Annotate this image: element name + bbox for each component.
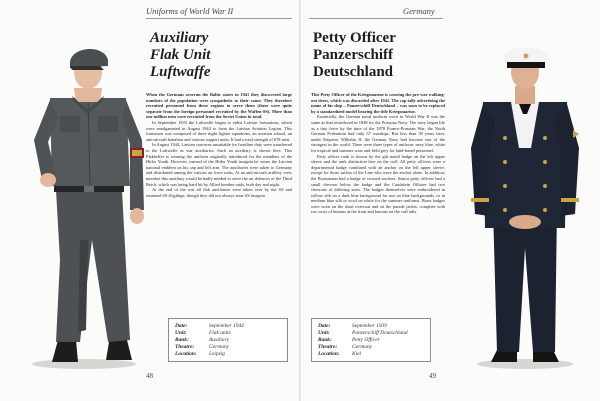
left-title-line: Flak Unit — [150, 47, 211, 63]
info-label: Date: — [318, 323, 331, 329]
info-value: Germany — [352, 344, 373, 350]
left-title-line: Luftwaffe — [150, 64, 211, 80]
right-title-line: Panzerschiff — [313, 47, 393, 63]
info-value: September 1939 — [352, 323, 387, 329]
luftwaffe-auxiliary-illustration — [18, 40, 158, 370]
right-info-box — [311, 318, 431, 362]
left-running-header: Uniforms of World War II — [146, 6, 234, 16]
info-label: Unit: — [175, 330, 187, 336]
kriegsmarine-petty-officer-illustration — [453, 38, 593, 370]
info-label: Location: — [175, 351, 197, 357]
info-value: Petty Officer — [352, 337, 380, 343]
info-label: Location: — [318, 351, 340, 357]
info-row — [318, 344, 424, 351]
info-label: Unit: — [318, 330, 330, 336]
left-title — [150, 30, 290, 81]
right-page — [301, 0, 600, 401]
info-row — [318, 351, 424, 358]
info-value: Auxiliary — [209, 337, 230, 343]
info-label: Rank: — [175, 337, 189, 343]
info-row — [318, 337, 424, 344]
info-label: Date: — [175, 323, 188, 329]
info-row — [175, 351, 281, 358]
info-label: Theatre: — [175, 344, 195, 350]
left-info-box — [168, 318, 288, 362]
info-value: Panzerschiff Deutschland — [352, 330, 408, 336]
right-title — [313, 30, 453, 81]
right-paragraph: Essentially, the German naval uniform worn in World War II was the same as that introduced in 1848 for the Prussian Navy. The navy began life as a tiny force by the time of the 1870 Franco-Prussian War, the North German Federation had only 37 warships. But less than 30 years later, under Emperor Wilhelm II, the German Navy had become one of the strongest in the world. There were three types of uniform: navy blue, white for tropical and summer wear and field grey for land-based personnel. — [311, 114, 445, 153]
right-title-line: Deutschland — [313, 64, 394, 80]
left-body-text — [146, 92, 292, 312]
right-running-header: Germany — [403, 6, 435, 16]
info-row — [175, 323, 281, 330]
right-page-number: 49 — [429, 372, 436, 380]
info-row — [318, 323, 424, 330]
left-paragraph: In September 1943 the Luftwaffe began to enlist Latvian formations, which were amalgamated in August 1944 to form the Latvian Aviation Legion. This formation was composed of three night fighter squadrons, an aviation school, an anti-aircraft battalion and various support units. It had a total strength of 678 men. — [146, 119, 292, 142]
right-header-rule — [309, 18, 443, 19]
info-value: Flak units — [209, 330, 231, 336]
left-page — [0, 0, 299, 401]
right-paragraph: This Petty Officer of the Kriegsmarine is wearing the pre-war walking-out dress, which was discarded after 1941. The cap tally advertising the name of his ship – Panzerschiff Deutschland – was soon to be replaced by a standardized model bearing the title Kriegsmarine. — [311, 92, 445, 114]
info-row — [175, 337, 281, 344]
info-value: September 1944 — [209, 323, 244, 329]
info-row — [175, 344, 281, 351]
right-title-line: Petty Officer — [313, 30, 396, 46]
info-value: Leipzig — [209, 351, 225, 357]
left-header-rule — [146, 18, 292, 19]
info-label: Theatre: — [318, 344, 338, 350]
left-page-number: 48 — [146, 372, 153, 380]
left-paragraph: When the Germans overran the Baltic states in 1941 they discovered large numbers of the population were sympathetic to their cause. They therefore recruited personnel from these regions to serve them (these were quite separate from the foreign personnel recruited by the Waffen-SS). More than one million men were recruited from the Soviet Union in total. — [146, 92, 292, 120]
left-title-line: Auxiliary — [150, 30, 209, 46]
left-paragraph: At the end of the war all flak auxiliaries were taken over by the SS and renamed SS-Zöglinge, though they did not always wear SS insignia. — [146, 187, 292, 198]
info-row — [318, 330, 424, 337]
right-body-text — [311, 92, 445, 312]
info-row — [175, 330, 281, 337]
info-value: Germany — [209, 344, 230, 350]
left-paragraph: In August 1944, Latvian concerns unsuitable for frontline duty were transferred to the Luftwaffe as war auxiliaries. Such an auxiliary is shown here. This Flakhelfer is wearing the uniform originally introduced for the members of the Hitler Youth. However, instead of the Hitler Youth insignia he wears the Latvian national emblem on his cap and left arm. The auxiliaries were taken to Germany and distributed among the various air force units. At an anti-aircraft artillery crew member this auxiliary would be badly needed to serve the air defences of the Third Reich, which was being hard hit by Allied bomber raids, both day and night. — [146, 142, 292, 187]
right-paragraph: Petty officer rank is shown by the gilt metal badge on the left upper sleeve and the rank distinction lace on the cuff. All petty officers wore a departmental badge combined with an anchor on the left upper sleeve, except for those sailors of the Line who wore the anchor alone. In addition, the Bootsmann had a badge of crossed anchors. Senior petty officers had a small chevron below the badge and the Caudalein Offizier had two chevrons of differing sizes. The badges themselves were embroidered in yellow silk on a dark blue background for use on blue backgrounds, or in medium blue silk or wool on white for the summer uniforms. Brass badges were worn on the short overcoat and on the parade jacket, complete with two rows of buttons at the front and buttons on the cuff tabs. — [311, 153, 445, 215]
info-label: Rank: — [318, 337, 332, 343]
info-value: Kiel — [352, 351, 361, 357]
